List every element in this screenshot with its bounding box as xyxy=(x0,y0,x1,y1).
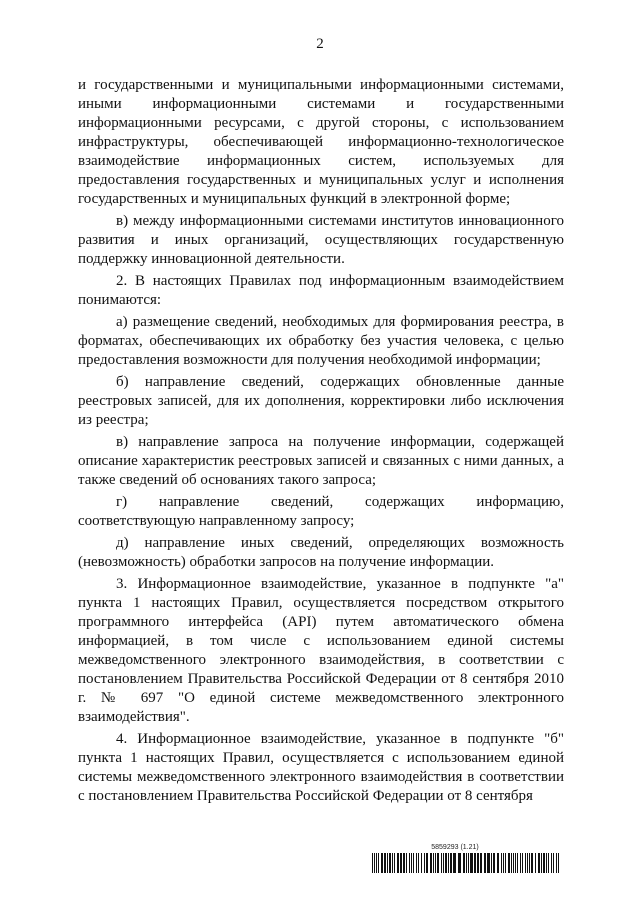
paragraph-item-a: а) размещение сведений, необходимых для формирования реестра, в форматах, обеспечивающих их обработку без участия человека, с целью предоставления возможности для получения необходимой информации; xyxy=(78,314,564,368)
document-code: 5859293 (1.21) xyxy=(431,844,479,851)
page-number: 2 xyxy=(316,36,324,52)
paragraph-section-4: 4. Информационное взаимодействие, указанное в подпункте "б" пункта 1 настоящих Правил, осуществляется с использованием единой системы межведомственного электронного взаимодействия в соответствии с постановлением Правительства Российской Федерации от 8 сентября xyxy=(78,731,564,804)
barcode-icon xyxy=(372,853,562,873)
paragraph-section-3: 3. Информационное взаимодействие, указанное в подпункте "а" пункта 1 настоящих Правил, осуществляется посредством открытого программного интерфейса (API) путем автоматического обмена информацией, в том числе с использованием единой системы межведомственного электронного взаимодействия, в соответствии с постановлением Правительства Российской Федерации от 8 сентября 2010 г. № 697 "О единой системе межведомственного электронного взаимодействия". xyxy=(78,576,564,725)
paragraph-item-v2: в) направление запроса на получение информации, содержащей описание характеристик реестровых записей и связанных с ними данных, а также сведений об основаниях такого запроса; xyxy=(78,434,564,488)
paragraph-item-b: б) направление сведений, содержащих обновленные данные реестровых записей, для их дополнения, корректировки либо исключения из реестра; xyxy=(78,374,564,428)
paragraph-item-d: д) направление иных сведений, определяющих возможность (невозможность) обработки запросов на получение информации. xyxy=(78,535,564,570)
paragraph-item-g: г) направление сведений, содержащих информацию, соответствующую направленному запросу; xyxy=(78,494,564,529)
document-body xyxy=(78,76,564,809)
paragraph-continuation: и государственными и муниципальными информационными системами, иными информационными системами и государственными информационными ресурсами, с другой стороны, с использованием инфраструктуры, обеспечивающей информационно-технологическое взаимодействие информационных систем, используемых для предоставления государственных и муниципальных услуг и исполнения государственных и муниципальных функций в электронной форме; xyxy=(78,77,564,207)
paragraph-item-v: в) между информационными системами институтов инновационного развития и иных организаций, осуществляющих государственную поддержку инновационной деятельности. xyxy=(78,213,564,267)
paragraph-section-2: 2. В настоящих Правилах под информационным взаимодействием понимаются: xyxy=(78,273,564,308)
